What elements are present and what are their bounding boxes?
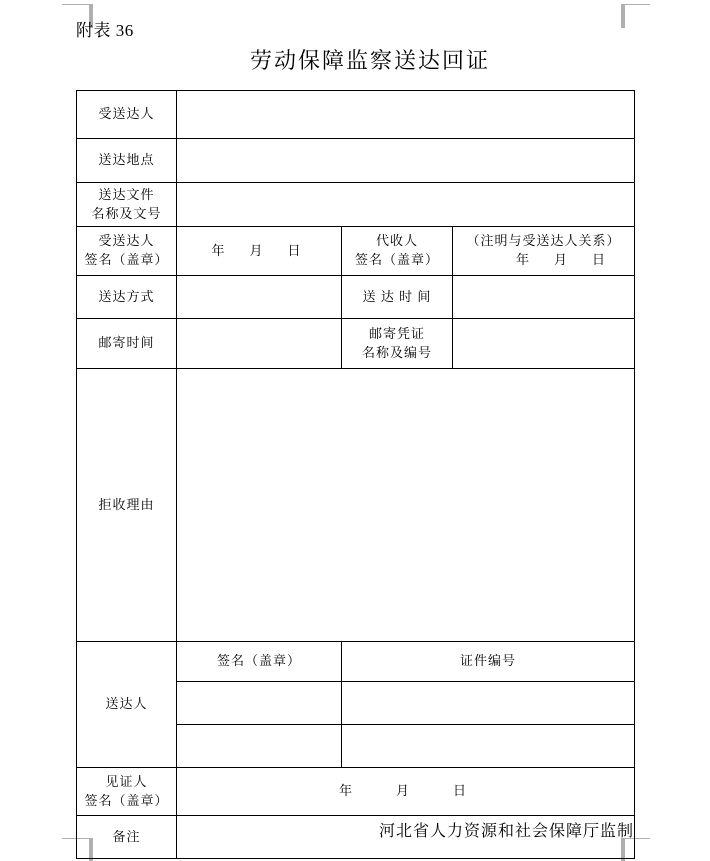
crop-mark-top-right	[622, 4, 650, 23]
document-name-label-line2: 名称及文号	[91, 205, 162, 221]
deliverer-certificate-field-1[interactable]	[342, 682, 635, 725]
witness-signature-date: 年 月 日	[339, 783, 473, 799]
address-label: 送达地点	[77, 139, 177, 183]
delivery-time-label: 送 达 时 间	[342, 276, 453, 319]
recipient-label: 受送达人	[77, 91, 177, 139]
mail-time-label: 邮寄时间	[77, 319, 177, 369]
recipient-value-field[interactable]	[177, 91, 635, 139]
recipient-signature-label-line1: 受送达人	[98, 233, 155, 249]
agent-relation-note: （注明与受送达人关系）	[466, 233, 621, 249]
delivery-method-label: 送达方式	[77, 276, 177, 319]
mail-voucher-value-field[interactable]	[453, 319, 635, 369]
recipient-signature-date: 年 月 日	[211, 242, 307, 258]
deliverer-certificate-field-2[interactable]	[342, 725, 635, 768]
witness-signature-field[interactable]	[177, 768, 635, 816]
crop-mark-top-right-vertical	[621, 4, 625, 28]
refusal-reason-value-field[interactable]	[177, 369, 635, 642]
delivery-method-value-field[interactable]	[177, 276, 342, 319]
issuer-footer: 河北省人力资源和社会保障厅监制	[378, 823, 634, 840]
table-row	[77, 642, 635, 682]
recipient-signature-field[interactable]	[177, 227, 342, 276]
mail-voucher-label-line1: 邮寄凭证	[368, 325, 425, 341]
table-row	[77, 276, 635, 319]
mail-time-value-field[interactable]	[177, 319, 342, 369]
delivery-time-value-field[interactable]	[453, 276, 635, 319]
deliverer-signature-header: 签名（盖章）	[177, 642, 342, 682]
refusal-reason-label: 拒收理由	[77, 369, 177, 642]
witness-signature-label-line2: 签名（盖章）	[84, 792, 169, 808]
page-title: 劳动保障监察送达回证	[249, 48, 490, 73]
document-name-label	[77, 183, 177, 227]
agent-signature-field[interactable]	[453, 227, 635, 276]
table-row	[77, 319, 635, 369]
agent-signature-label-line1: 代收人	[375, 233, 418, 249]
table-row	[77, 91, 635, 139]
witness-signature-label-line1: 见证人	[105, 773, 148, 789]
table-row	[77, 183, 635, 227]
agent-signature-label	[342, 227, 453, 276]
witness-signature-label	[77, 768, 177, 816]
agent-signature-date: 年 月 日	[516, 252, 612, 267]
recipient-signature-label	[77, 227, 177, 276]
agent-signature-label-line2: 签名（盖章）	[354, 252, 439, 267]
deliverer-certificate-header: 证件编号	[342, 642, 635, 682]
table-row	[77, 768, 635, 816]
deliverer-signature-field-1[interactable]	[177, 682, 342, 725]
remarks-label: 备注	[77, 816, 177, 859]
deliverer-label: 送达人	[77, 642, 177, 768]
delivery-receipt-table	[76, 90, 635, 859]
table-row	[77, 227, 635, 276]
document-name-value-field[interactable]	[177, 183, 635, 227]
mail-voucher-label	[342, 319, 453, 369]
deliverer-signature-field-2[interactable]	[177, 725, 342, 768]
address-value-field[interactable]	[177, 139, 635, 183]
mail-voucher-label-line2: 名称及编号	[361, 344, 432, 360]
table-row	[77, 139, 635, 183]
form-number: 附表 36	[76, 21, 134, 40]
table-row	[77, 369, 635, 642]
document-name-label-line1: 送达文件	[98, 186, 155, 202]
recipient-signature-label-line2: 签名（盖章）	[84, 252, 169, 267]
